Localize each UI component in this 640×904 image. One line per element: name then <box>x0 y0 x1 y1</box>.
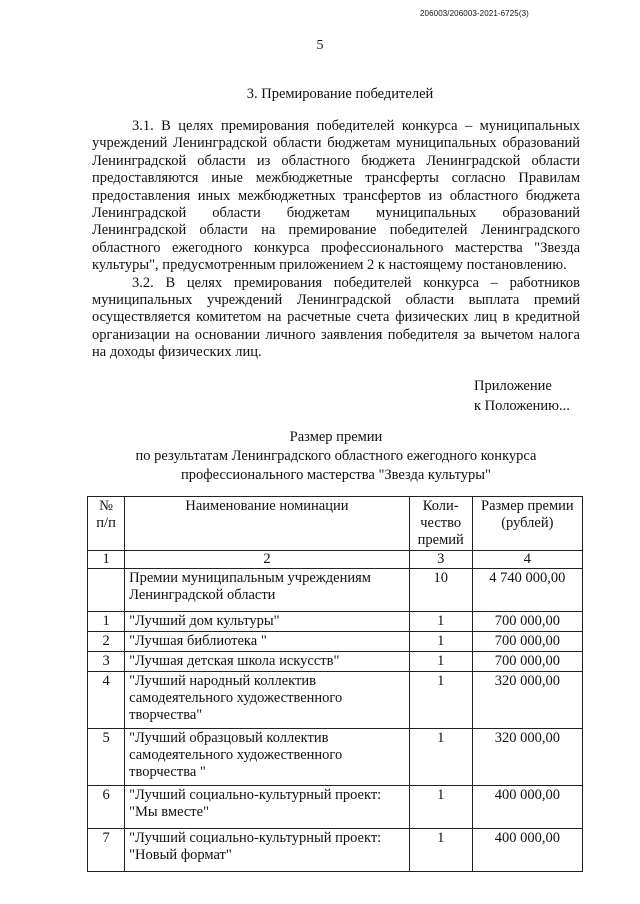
row-count: 1 <box>409 612 472 632</box>
row-count: 1 <box>409 729 472 786</box>
table-header-row <box>88 497 583 551</box>
column-number: 3 <box>409 551 472 569</box>
appendix-label <box>474 376 570 416</box>
row-amount: 700 000,00 <box>472 652 582 672</box>
row-amount: 400 000,00 <box>472 829 582 872</box>
row-amount: 700 000,00 <box>472 632 582 652</box>
row-name: "Лучший социально-культурный проект: "Новый формат" <box>125 829 410 872</box>
header-count-line2: чество <box>420 515 462 531</box>
row-num: 2 <box>88 632 125 652</box>
caption-line-2: по результатам Ленинградского областного ежегодного конкурса <box>135 448 537 464</box>
header-count-line1: Коли- <box>422 498 459 514</box>
table-row <box>88 672 583 729</box>
table-row <box>88 569 583 612</box>
row-name: "Лучшая библиотека " <box>125 632 410 652</box>
table-row <box>88 652 583 672</box>
row-name: "Лучший образцовый коллектив самодеятельного художественного творчества " <box>125 729 410 786</box>
table-row <box>88 632 583 652</box>
caption-line-1: Размер премии <box>289 429 383 445</box>
table-row <box>88 612 583 632</box>
caption-line-3: профессионального мастерства "Звезда культуры" <box>181 467 491 483</box>
row-count: 1 <box>409 786 472 829</box>
header-num <box>88 497 125 551</box>
row-name: "Лучший дом культуры" <box>125 612 410 632</box>
table-row <box>88 729 583 786</box>
row-amount: 400 000,00 <box>472 786 582 829</box>
paragraph-3-1 <box>92 118 580 275</box>
column-number: 2 <box>125 551 410 569</box>
body-text <box>92 118 580 362</box>
row-amount: 320 000,00 <box>472 672 582 729</box>
column-number: 1 <box>88 551 125 569</box>
row-num: 6 <box>88 786 125 829</box>
row-name: "Лучшая детская школа искусств" <box>125 652 410 672</box>
header-count <box>409 497 472 551</box>
header-num-line2: п/п <box>96 515 116 531</box>
row-name: "Лучший социально-культурный проект: "Мы вместе" <box>125 786 410 829</box>
row-amount: 4 740 000,00 <box>472 569 582 612</box>
appendix-line-1: Приложение <box>474 378 552 394</box>
column-number-row <box>88 551 583 569</box>
row-count: 10 <box>409 569 472 612</box>
row-num <box>88 569 125 612</box>
table-row <box>88 829 583 872</box>
paragraph-3-2-text: 3.2. В целях премирования победителей конкурса – работников муниципальных учреждений Ленинградской области выплата премий осуществляется комитетом на расчетные счета физических лиц в кредитной организации на основании личного заявления победителя за вычетом налога на доходы физических лиц. <box>92 274 580 361</box>
row-num: 1 <box>88 612 125 632</box>
column-number: 4 <box>472 551 582 569</box>
header-amount <box>472 497 582 551</box>
header-count-line3: премий <box>417 532 464 548</box>
row-num: 5 <box>88 729 125 786</box>
row-count: 1 <box>409 652 472 672</box>
header-amount-line1: Размер премии <box>481 498 574 514</box>
row-num: 3 <box>88 652 125 672</box>
row-num: 7 <box>88 829 125 872</box>
section-title: 3. Премирование победителей <box>246 86 434 102</box>
table-caption <box>92 428 580 485</box>
document-id: 206003/206003-2021-6725(3) <box>420 9 529 18</box>
row-amount: 700 000,00 <box>472 612 582 632</box>
row-count: 1 <box>409 829 472 872</box>
header-name: Наименование номинации <box>125 497 410 551</box>
header-num-line1: № <box>99 498 113 514</box>
paragraph-3-2 <box>92 275 580 362</box>
prize-table <box>87 496 583 872</box>
row-name: Премии муниципальным учреждениям Ленинградской области <box>125 569 410 612</box>
row-amount: 320 000,00 <box>472 729 582 786</box>
row-count: 1 <box>409 632 472 652</box>
row-name: "Лучший народный коллектив самодеятельного художественного творчества" <box>125 672 410 729</box>
row-count: 1 <box>409 672 472 729</box>
table-row <box>88 786 583 829</box>
paragraph-3-1-text: 3.1. В целях премирования победителей конкурса – муниципальных учреждений Ленинградской области бюджетам муниципальных образований Ленинградской области из областного бюджета Ленинградской области предоставляются иные межбюджетные трансферты согласно Правилам предоставления иных межбюджетных трансфертов из областного бюджета Ленинградской области бюджетам муниципальных образований Ленинградской области на премирование победителей Ленинградского областного ежегодного конкурса профессионального мастерства "Звезда культуры", предусмотренным приложением 2 к настоящему постановлению. <box>92 118 580 274</box>
header-amount-line2: (рублей) <box>501 515 554 531</box>
page-number: 5 <box>316 38 324 53</box>
appendix-line-2: к Положению... <box>474 398 570 414</box>
row-num: 4 <box>88 672 125 729</box>
